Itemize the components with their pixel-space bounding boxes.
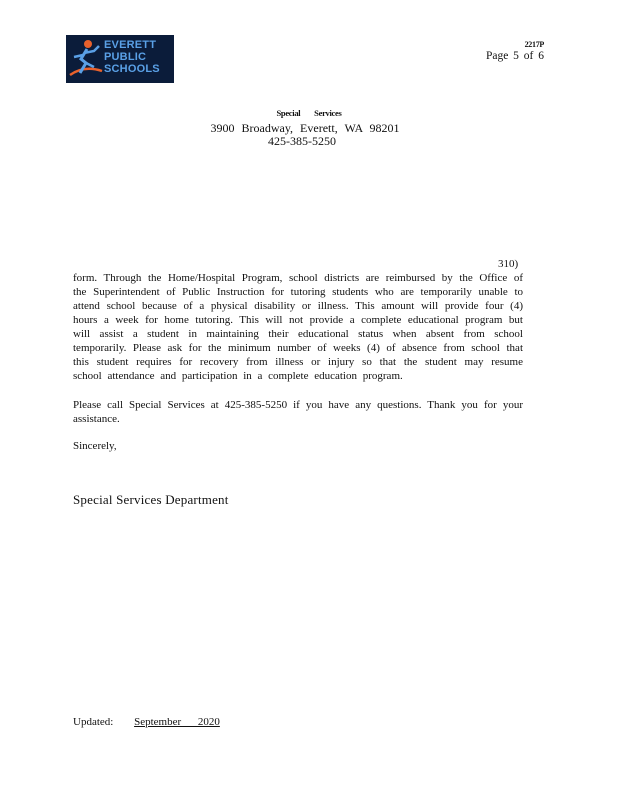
- text-fragment: 310): [498, 258, 519, 270]
- page-number: Page 5 of 6: [485, 50, 544, 62]
- logo-line: SCHOOLS: [104, 63, 160, 75]
- letterhead-phone: 425-385-5250: [268, 134, 336, 148]
- logo-text: [104, 39, 160, 75]
- logo-line: PUBLIC: [104, 51, 147, 63]
- body-paragraph-1: form. Through the Home/Hospital Program, school districts are reimbursed by the Office of the Superintendent of Public Instruction for tutoring students who are temporarily unable to attend school because of a physical disability or illness. This amount will provide four (4) hours a week for home tutoring. This will not provide a complete educational program but will assist a student in maintaining their educational status when absent from school temporarily. Please ask for the minimum number of weeks (4) of absence from school that this student requires for recovery from illness or injury so that the student may resume school attendance and participation in a complete education program.: [73, 272, 523, 382]
- closing-salutation: Sincerely,: [73, 440, 117, 452]
- logo-line: EVERETT: [104, 39, 157, 51]
- signature-block: Special Services Department: [73, 492, 229, 507]
- updated-label: Updated:: [73, 716, 114, 728]
- letterhead-address: 3900 Broadway, Everett, WA 98201: [210, 121, 400, 135]
- letterhead-department: Special Services: [276, 108, 342, 118]
- updated-date: September 2020: [134, 716, 220, 728]
- runner-icon: [66, 35, 106, 83]
- district-logo: [66, 35, 174, 83]
- updated-footer: [73, 716, 236, 728]
- policy-number: 2217P: [524, 40, 544, 49]
- body-paragraph-2: Please call Special Services at 425-385-5250 if you have any questions. Thank you for your assistance.: [73, 399, 523, 425]
